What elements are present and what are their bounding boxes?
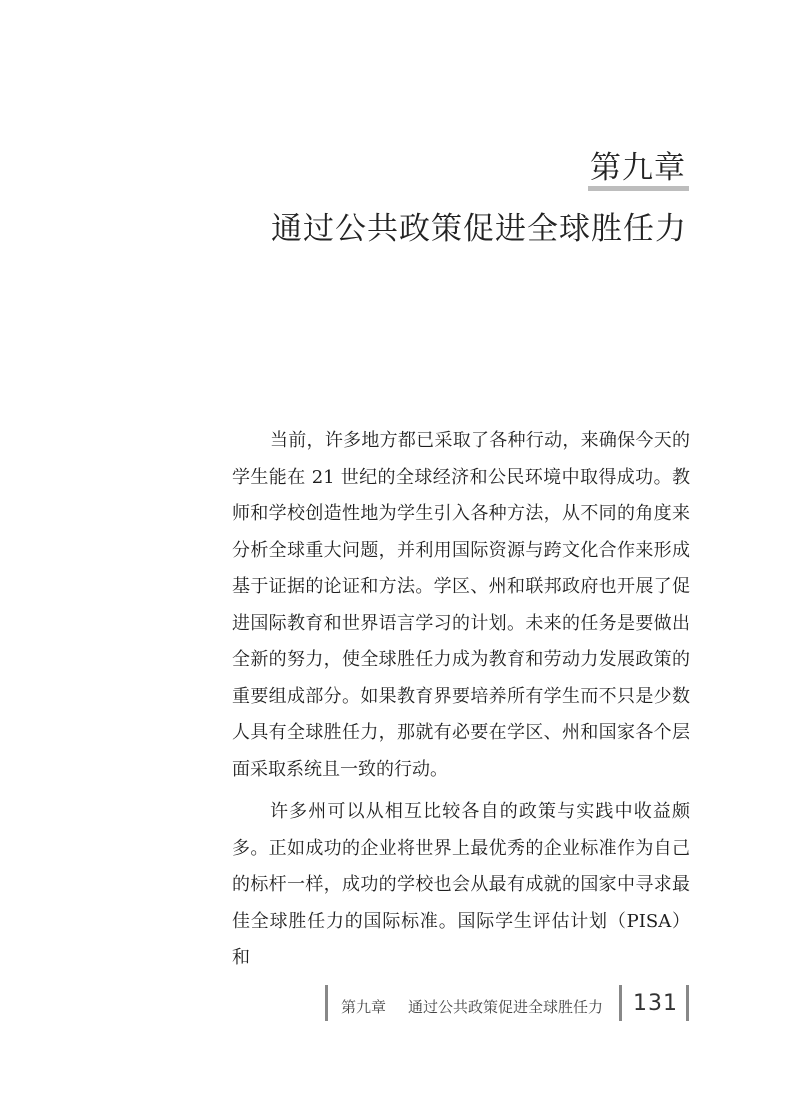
chapter-divider (588, 186, 689, 191)
paragraph-1: 当前，许多地方都已采取了各种行动，来确保今天的学生能在 21 世纪的全球经济和公民环境中取得成功。教师和学校创造性地为学生引入各种方法，从不同的角度来分析全球重大问题，并利用国际资源与跨文化合作来形成基于证据的论证和方法。学区、州和联邦政府也开展了促进国际教育和世界语言学习的计划。未来的任务是要做出全新的努力，使全球胜任力成为教育和劳动力发展政策的重要组成部分。如果教育界要培养所有学生而不只是少数人具有全球胜任力，那就有必要在学区、州和国家各个层面采取系统且一致的行动。 (232, 430, 690, 780)
footer-divider-right (686, 985, 689, 1021)
footer-divider-middle (619, 985, 622, 1021)
footer-divider-left (325, 985, 328, 1021)
chapter-label: 第九章 (590, 150, 686, 186)
paragraph-2: 许多州可以从相互比较各自的政策与实践中收益颇多。正如成功的企业将世界上最优秀的企业标准作为自己的标杆一样，成功的学校也会从最有成就的国家中寻求最佳全球胜任力的国际标准。国际学生评估计划（PISA）和 (232, 801, 690, 968)
body-text (232, 423, 690, 983)
footer-title: 通过公共政策促进全球胜任力 (408, 998, 604, 1016)
footer-chapter: 第九章 (341, 998, 387, 1016)
page-number: 131 (633, 991, 678, 1016)
chapter-title: 通过公共政策促进全球胜任力 (271, 211, 687, 247)
running-footer (341, 996, 603, 1017)
